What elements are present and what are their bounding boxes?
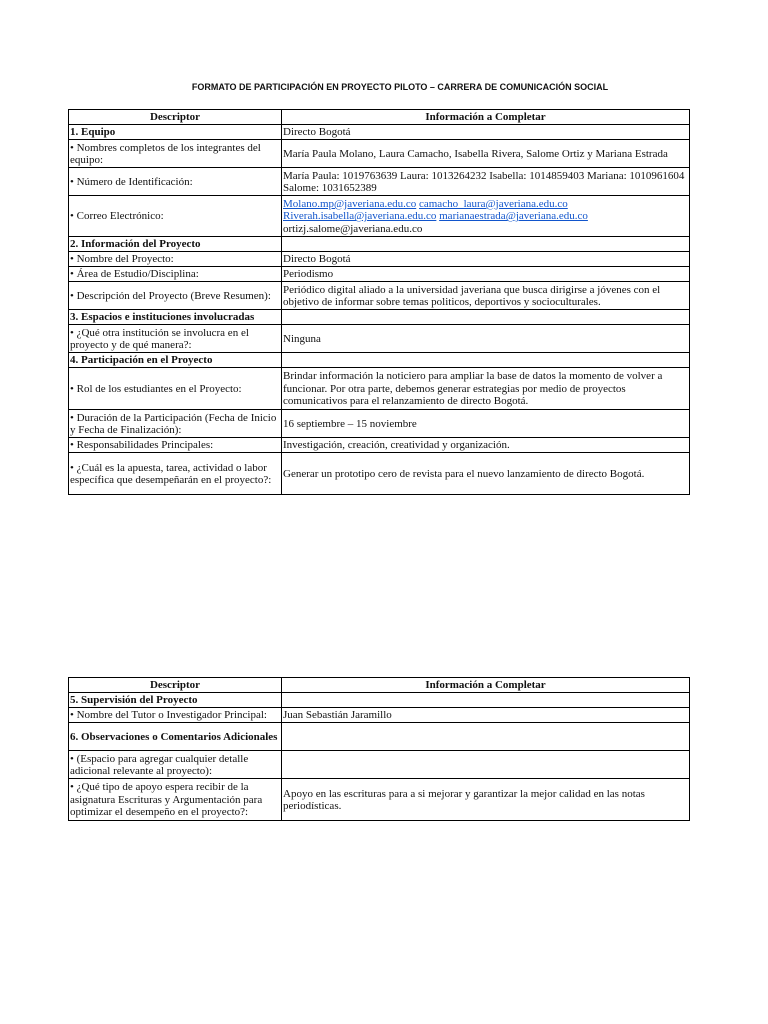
responsibilities-value: Investigación, creación, creatividad y organización. <box>282 438 690 453</box>
email-link[interactable]: Riverah.isabella@javeriana.edu.co <box>283 210 437 223</box>
extra-details-value <box>282 751 690 779</box>
support-label: • ¿Qué tipo de apoyo espera recibir de la asignatura Escrituras y Argumentación para optimizar el desempeño en el proyecto?: <box>69 779 282 821</box>
project-name-value: Directo Bogotá <box>282 252 690 267</box>
table-row <box>69 751 690 779</box>
info-header: Información a Completar <box>282 110 690 125</box>
table-row <box>69 368 690 410</box>
other-institution-value: Ninguna <box>282 325 690 353</box>
table-row <box>69 453 690 495</box>
section-row-spaces <box>69 310 690 325</box>
table-row <box>69 140 690 168</box>
email-label: • Correo Electrónico: <box>69 196 282 237</box>
section-row-observations <box>69 723 690 751</box>
task-label: • ¿Cuál es la apuesta, tarea, actividad o labor específica que desempeñarán en el proyecto?: <box>69 453 282 495</box>
descriptor-header: Descriptor <box>69 678 282 693</box>
section-row-participation <box>69 353 690 368</box>
section-empty-cell <box>282 310 690 325</box>
table-row <box>69 267 690 282</box>
task-value: Generar un prototipo cero de revista para el nuevo lanzamiento de directo Bogotá. <box>282 453 690 495</box>
section-row-team <box>69 125 690 140</box>
role-label: • Rol de los estudiantes en el Proyecto: <box>69 368 282 410</box>
email-link[interactable]: Molano.mp@javeriana.edu.co <box>283 197 417 210</box>
duration-label: • Duración de la Participación (Fecha de Inicio y Fecha de Finalización): <box>69 410 282 438</box>
table-row <box>69 438 690 453</box>
section-empty-cell <box>282 353 690 368</box>
table-row <box>69 252 690 267</box>
section-empty-cell <box>282 693 690 708</box>
team-value: Directo Bogotá <box>282 125 690 140</box>
table-header-row <box>69 678 690 693</box>
section-title-spaces: 3. Espacios e instituciones involucradas <box>69 310 282 325</box>
table-row <box>69 410 690 438</box>
page-title: FORMATO DE PARTICIPACIÓN EN PROYECTO PILOTO – CARRERA DE COMUNICACIÓN SOCIAL <box>191 82 609 92</box>
area-label: • Área de Estudio/Disciplina: <box>69 267 282 282</box>
table-row <box>69 779 690 821</box>
tutor-label: • Nombre del Tutor o Investigador Principal: <box>69 708 282 723</box>
support-value: Apoyo en las escrituras para a si mejorar y garantizar la mejor calidad en las notas periodísticas. <box>282 779 690 821</box>
section-title-participation: 4. Participación en el Proyecto <box>69 353 282 368</box>
table-row <box>69 168 690 196</box>
section-title-observations: 6. Observaciones o Comentarios Adicionales <box>69 723 282 751</box>
info-header: Información a Completar <box>282 678 690 693</box>
role-value: Brindar información la noticiero para ampliar la base de datos la momento de volver a funcionar. Por otra parte, debemos generar estrategias por medio de proyectos comunicativos para el relanzamiento de directo Bogotá. <box>282 368 690 410</box>
section-row-project <box>69 237 690 252</box>
responsibilities-label: • Responsabilidades Principales: <box>69 438 282 453</box>
project-name-label: • Nombre del Proyecto: <box>69 252 282 267</box>
email-link[interactable]: marianaestrada@javeriana.edu.co <box>439 210 588 223</box>
section-title-project: 2. Información del Proyecto <box>69 237 282 252</box>
table-row <box>69 196 690 237</box>
table-row <box>69 282 690 310</box>
section-empty-cell <box>282 723 690 751</box>
supervision-form-table <box>68 677 690 821</box>
email-list <box>282 196 690 237</box>
descriptor-header: Descriptor <box>69 110 282 125</box>
section-title-supervision: 5. Supervisión del Proyecto <box>69 693 282 708</box>
section-title-team: 1. Equipo <box>69 125 282 140</box>
members-label: • Nombres completos de los integrantes del equipo: <box>69 140 282 168</box>
id-value: María Paula: 1019763639 Laura: 1013264232 Isabella: 1014859403 Mariana: 1010961604 Salome: 1031652389 <box>282 168 690 196</box>
tutor-value: Juan Sebastián Jaramillo <box>282 708 690 723</box>
project-form-table <box>68 109 690 495</box>
table-header-row <box>69 110 690 125</box>
email-text: ortizj.salome@javeriana.edu.co <box>283 222 423 235</box>
table-row <box>69 325 690 353</box>
other-institution-label: • ¿Qué otra institución se involucra en el proyecto y de qué manera?: <box>69 325 282 353</box>
section-empty-cell <box>282 237 690 252</box>
description-label: • Descripción del Proyecto (Breve Resumen): <box>69 282 282 310</box>
table-row <box>69 708 690 723</box>
email-link[interactable]: camacho_laura@javeriana.edu.co <box>418 197 568 210</box>
area-value: Periodismo <box>282 267 690 282</box>
section-row-supervision <box>69 693 690 708</box>
description-value: Periódico digital aliado a la universidad javeriana que busca dirigirse a jóvenes con el objetivo de informar sobre temas politicos, deportivos y socioculturales. <box>282 282 690 310</box>
extra-details-label: • (Espacio para agregar cualquier detalle adicional relevante al proyecto): <box>69 751 282 779</box>
duration-value: 16 septiembre – 15 noviembre <box>282 410 690 438</box>
members-value: María Paula Molano, Laura Camacho, Isabella Rivera, Salome Ortiz y Mariana Estrada <box>282 140 690 168</box>
id-label: • Número de Identificación: <box>69 168 282 196</box>
